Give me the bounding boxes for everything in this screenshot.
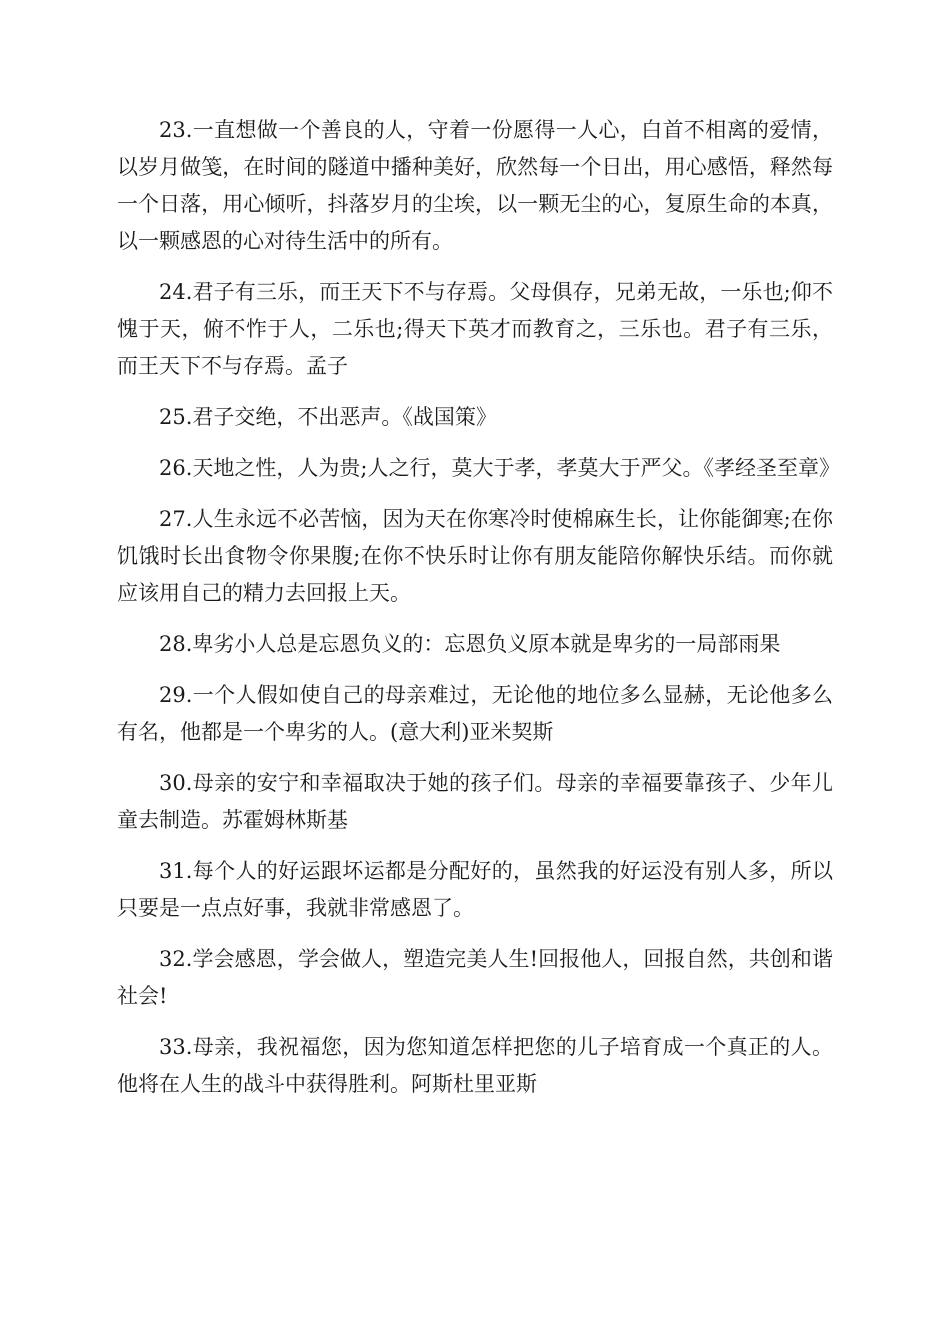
quote-paragraph-30: 30.母亲的安宁和幸福取决于她的孩子们。母亲的幸福要靠孩子、少年儿童去制造。苏霍姆林斯基 [117, 771, 833, 832]
quote-paragraph-32: 32.学会感恩，学会做人，塑造完美人生!回报他人，回报自然，共创和谐社会! [117, 947, 833, 1008]
quote-paragraph-25: 25.君子交绝，不出恶声。《战国策》 [159, 405, 497, 429]
quote-paragraph-27: 27.人生永远不必苦恼，因为天在你寒冷时使棉麻生长，让你能御寒;在你饥饿时长出食物令你果腹;在你不快乐时让你有朋友能陪你解快乐结。而你就应该用自己的精力去回报上天。 [117, 507, 833, 605]
quote-paragraph-31: 31.每个人的好运跟坏运都是分配好的，虽然我的好运没有别人多，所以只要是一点点好事，我就非常感恩了。 [117, 859, 833, 920]
quote-paragraph-33: 33.母亲，我祝福您，因为您知道怎样把您的儿子培育成一个真正的人。他将在人生的战斗中获得胜利。阿斯杜里亚斯 [117, 1035, 833, 1096]
document-body [117, 112, 840, 1117]
quote-paragraph-29: 29.一个人假如使自己的母亲难过，无论他的地位多么显赫，无论他多么有名，他都是一个卑劣的人。(意大利)亚米契斯 [117, 683, 833, 744]
quote-paragraph-23: 23.一直想做一个善良的人，守着一份愿得一人心，白首不相离的爱情，以岁月做笺，在时间的隧道中播种美好，欣然每一个日出，用心感悟，释然每一个日落，用心倾听，抖落岁月的尘埃，以一颗无尘的心，复原生命的本真，以一颗感恩的心对待生活中的所有。 [117, 118, 833, 253]
quote-paragraph-28: 28.卑劣小人总是忘恩负义的：忘恩负义原本就是卑劣的一局部雨果 [159, 632, 781, 656]
quote-paragraph-24: 24.君子有三乐，而王天下不与存焉。父母俱存，兄弟无故，一乐也;仰不愧于天，俯不怍于人，二乐也;得天下英才而教育之，三乐也。君子有三乐，而王天下不与存焉。孟子 [117, 280, 833, 378]
quote-paragraph-26: 26.天地之性，人为贵;人之行，莫大于孝，孝莫大于严父。《孝经圣至章》 [159, 456, 840, 480]
